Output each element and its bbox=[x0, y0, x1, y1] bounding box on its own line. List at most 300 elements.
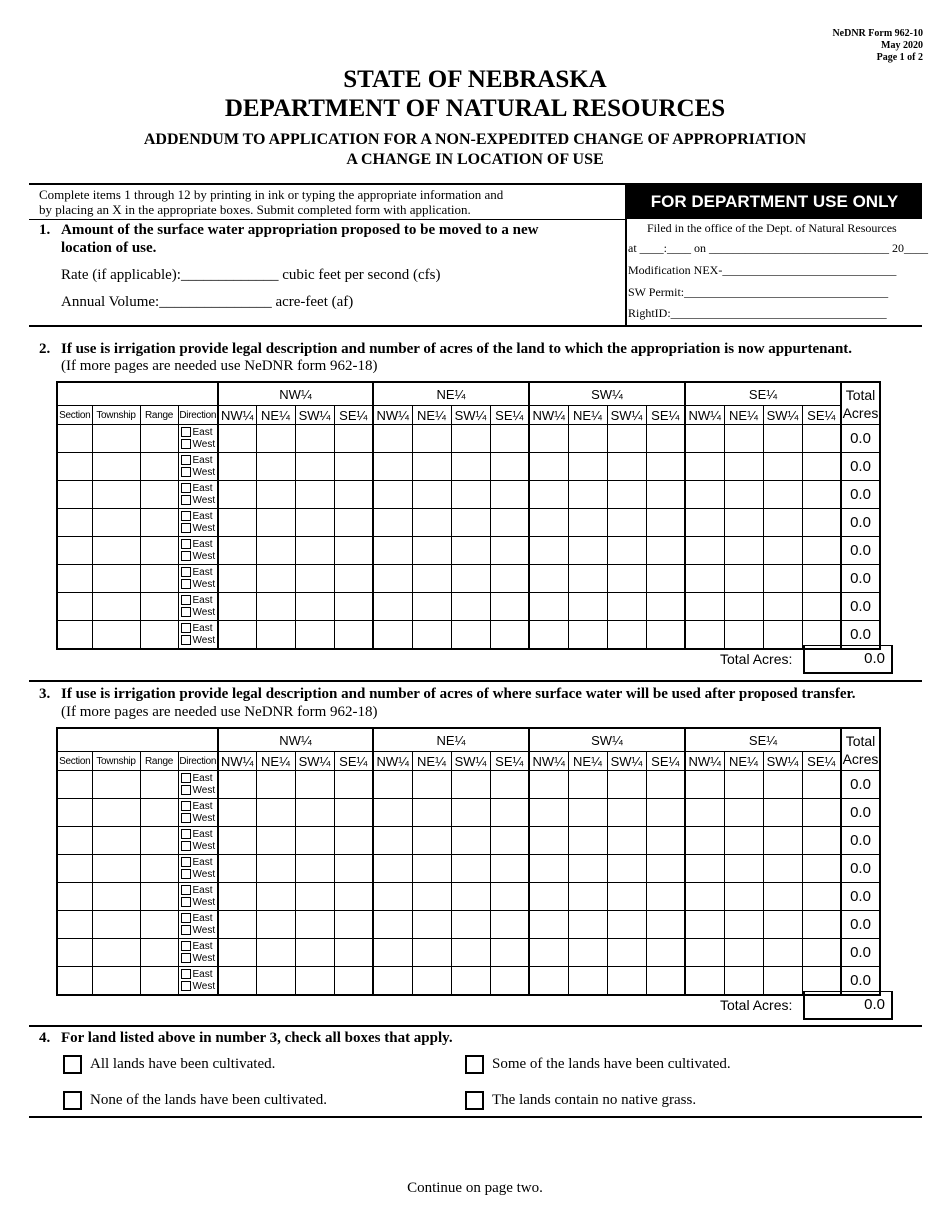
acres-cell[interactable] bbox=[724, 453, 763, 481]
range-cell[interactable] bbox=[140, 939, 178, 967]
acres-cell[interactable] bbox=[451, 593, 490, 621]
acres-cell[interactable] bbox=[646, 911, 685, 939]
township-cell[interactable] bbox=[92, 509, 140, 537]
acres-cell[interactable] bbox=[295, 621, 334, 650]
acres-cell[interactable] bbox=[568, 425, 607, 453]
acres-cell[interactable] bbox=[218, 939, 256, 967]
acres-cell[interactable] bbox=[529, 593, 568, 621]
checkbox[interactable] bbox=[63, 1055, 82, 1074]
acres-cell[interactable] bbox=[529, 911, 568, 939]
acres-cell[interactable] bbox=[334, 565, 373, 593]
acres-cell[interactable] bbox=[490, 967, 529, 996]
acres-cell[interactable] bbox=[490, 827, 529, 855]
dept-sw-permit-field[interactable]: SW Permit:__________________________________ bbox=[628, 285, 889, 299]
acres-cell[interactable] bbox=[529, 771, 568, 799]
acres-cell[interactable] bbox=[451, 855, 490, 883]
acres-cell[interactable] bbox=[373, 425, 412, 453]
acres-cell[interactable] bbox=[295, 537, 334, 565]
acres-cell[interactable] bbox=[685, 771, 724, 799]
township-cell[interactable] bbox=[92, 855, 140, 883]
acres-cell[interactable] bbox=[256, 537, 295, 565]
acres-cell[interactable] bbox=[685, 855, 724, 883]
acres-cell[interactable] bbox=[763, 939, 802, 967]
acres-cell[interactable] bbox=[451, 827, 490, 855]
west-option[interactable]: West bbox=[181, 551, 218, 563]
township-cell[interactable] bbox=[92, 911, 140, 939]
acres-cell[interactable] bbox=[412, 537, 451, 565]
acres-cell[interactable] bbox=[607, 827, 646, 855]
acres-cell[interactable] bbox=[529, 509, 568, 537]
acres-cell[interactable] bbox=[295, 771, 334, 799]
acres-cell[interactable] bbox=[529, 967, 568, 996]
checkbox[interactable] bbox=[181, 897, 191, 907]
acres-cell[interactable] bbox=[568, 565, 607, 593]
acres-cell[interactable] bbox=[451, 967, 490, 996]
acres-cell[interactable] bbox=[529, 453, 568, 481]
range-cell[interactable] bbox=[140, 771, 178, 799]
section-cell[interactable] bbox=[57, 883, 92, 911]
acres-cell[interactable] bbox=[685, 453, 724, 481]
section-cell[interactable] bbox=[57, 621, 92, 650]
acres-cell[interactable] bbox=[412, 453, 451, 481]
acres-cell[interactable] bbox=[763, 827, 802, 855]
section-cell[interactable] bbox=[57, 565, 92, 593]
checkbox[interactable] bbox=[181, 841, 191, 851]
acres-cell[interactable] bbox=[334, 911, 373, 939]
township-cell[interactable] bbox=[92, 967, 140, 996]
acres-cell[interactable] bbox=[490, 883, 529, 911]
acres-cell[interactable] bbox=[685, 827, 724, 855]
range-cell[interactable] bbox=[140, 827, 178, 855]
acres-cell[interactable] bbox=[607, 621, 646, 650]
acres-cell[interactable] bbox=[724, 967, 763, 996]
acres-cell[interactable] bbox=[763, 425, 802, 453]
acres-cell[interactable] bbox=[607, 565, 646, 593]
acres-cell[interactable] bbox=[724, 827, 763, 855]
township-cell[interactable] bbox=[92, 771, 140, 799]
acres-cell[interactable] bbox=[334, 967, 373, 996]
section-cell[interactable] bbox=[57, 425, 92, 453]
east-option[interactable]: East bbox=[181, 623, 218, 635]
q4-option-none-cultivated[interactable]: None of the lands have been cultivated. bbox=[63, 1091, 327, 1110]
acres-cell[interactable] bbox=[451, 565, 490, 593]
acres-cell[interactable] bbox=[568, 771, 607, 799]
township-cell[interactable] bbox=[92, 883, 140, 911]
acres-cell[interactable] bbox=[685, 481, 724, 509]
acres-cell[interactable] bbox=[334, 883, 373, 911]
acres-cell[interactable] bbox=[685, 967, 724, 996]
section-cell[interactable] bbox=[57, 911, 92, 939]
acres-cell[interactable] bbox=[607, 425, 646, 453]
acres-cell[interactable] bbox=[568, 799, 607, 827]
checkbox[interactable] bbox=[181, 495, 191, 505]
acres-cell[interactable] bbox=[218, 621, 256, 650]
acres-cell[interactable] bbox=[763, 481, 802, 509]
township-cell[interactable] bbox=[92, 453, 140, 481]
section-cell[interactable] bbox=[57, 537, 92, 565]
acres-cell[interactable] bbox=[685, 621, 724, 650]
checkbox[interactable] bbox=[181, 467, 191, 477]
q4-option-all-cultivated[interactable]: All lands have been cultivated. bbox=[63, 1055, 275, 1074]
acres-cell[interactable] bbox=[295, 827, 334, 855]
acres-cell[interactable] bbox=[295, 453, 334, 481]
acres-cell[interactable] bbox=[373, 827, 412, 855]
acres-cell[interactable] bbox=[256, 855, 295, 883]
acres-cell[interactable] bbox=[334, 939, 373, 967]
east-option[interactable]: East bbox=[181, 483, 218, 495]
acres-cell[interactable] bbox=[334, 827, 373, 855]
acres-cell[interactable] bbox=[373, 799, 412, 827]
acres-cell[interactable] bbox=[646, 565, 685, 593]
acres-cell[interactable] bbox=[334, 593, 373, 621]
west-option[interactable]: West bbox=[181, 897, 218, 909]
acres-cell[interactable] bbox=[451, 453, 490, 481]
acres-cell[interactable] bbox=[763, 883, 802, 911]
acres-cell[interactable] bbox=[724, 509, 763, 537]
acres-cell[interactable] bbox=[529, 827, 568, 855]
acres-cell[interactable] bbox=[334, 453, 373, 481]
acres-cell[interactable] bbox=[490, 565, 529, 593]
acres-cell[interactable] bbox=[295, 967, 334, 996]
checkbox[interactable] bbox=[181, 539, 191, 549]
acres-cell[interactable] bbox=[373, 509, 412, 537]
acres-cell[interactable] bbox=[412, 621, 451, 650]
west-option[interactable]: West bbox=[181, 813, 218, 825]
acres-cell[interactable] bbox=[295, 799, 334, 827]
east-option[interactable]: East bbox=[181, 595, 218, 607]
range-cell[interactable] bbox=[140, 481, 178, 509]
checkbox[interactable] bbox=[181, 813, 191, 823]
acres-cell[interactable] bbox=[256, 827, 295, 855]
acres-cell[interactable] bbox=[490, 593, 529, 621]
checkbox[interactable] bbox=[181, 829, 191, 839]
range-cell[interactable] bbox=[140, 593, 178, 621]
acres-cell[interactable] bbox=[334, 509, 373, 537]
acres-cell[interactable] bbox=[646, 621, 685, 650]
section-cell[interactable] bbox=[57, 593, 92, 621]
acres-cell[interactable] bbox=[607, 799, 646, 827]
acres-cell[interactable] bbox=[607, 771, 646, 799]
west-option[interactable]: West bbox=[181, 467, 218, 479]
acres-cell[interactable] bbox=[218, 771, 256, 799]
acres-cell[interactable] bbox=[218, 883, 256, 911]
acres-cell[interactable] bbox=[685, 565, 724, 593]
acres-cell[interactable] bbox=[295, 911, 334, 939]
acres-cell[interactable] bbox=[724, 621, 763, 650]
acres-cell[interactable] bbox=[334, 425, 373, 453]
acres-cell[interactable] bbox=[763, 593, 802, 621]
acres-cell[interactable] bbox=[802, 425, 841, 453]
acres-cell[interactable] bbox=[218, 855, 256, 883]
acres-cell[interactable] bbox=[802, 509, 841, 537]
acres-cell[interactable] bbox=[490, 621, 529, 650]
east-option[interactable]: East bbox=[181, 567, 218, 579]
checkbox[interactable] bbox=[181, 869, 191, 879]
acres-cell[interactable] bbox=[412, 827, 451, 855]
acres-cell[interactable] bbox=[685, 799, 724, 827]
acres-cell[interactable] bbox=[295, 481, 334, 509]
q2-total-acres-value[interactable]: 0.0 bbox=[803, 645, 893, 674]
acres-cell[interactable] bbox=[724, 911, 763, 939]
checkbox[interactable] bbox=[181, 439, 191, 449]
checkbox[interactable] bbox=[181, 925, 191, 935]
acres-cell[interactable] bbox=[373, 967, 412, 996]
acres-cell[interactable] bbox=[451, 883, 490, 911]
acres-cell[interactable] bbox=[256, 565, 295, 593]
acres-cell[interactable] bbox=[490, 481, 529, 509]
west-option[interactable]: West bbox=[181, 841, 218, 853]
acres-cell[interactable] bbox=[802, 453, 841, 481]
acres-cell[interactable] bbox=[256, 593, 295, 621]
acres-cell[interactable] bbox=[763, 453, 802, 481]
acres-cell[interactable] bbox=[490, 509, 529, 537]
east-option[interactable]: East bbox=[181, 941, 218, 953]
section-cell[interactable] bbox=[57, 799, 92, 827]
acres-cell[interactable] bbox=[218, 911, 256, 939]
acres-cell[interactable] bbox=[218, 827, 256, 855]
acres-cell[interactable] bbox=[373, 593, 412, 621]
township-cell[interactable] bbox=[92, 799, 140, 827]
township-cell[interactable] bbox=[92, 827, 140, 855]
acres-cell[interactable] bbox=[607, 481, 646, 509]
checkbox[interactable] bbox=[181, 981, 191, 991]
acres-cell[interactable] bbox=[373, 911, 412, 939]
acres-cell[interactable] bbox=[568, 509, 607, 537]
acres-cell[interactable] bbox=[334, 771, 373, 799]
section-cell[interactable] bbox=[57, 939, 92, 967]
east-option[interactable]: East bbox=[181, 801, 218, 813]
acres-cell[interactable] bbox=[256, 911, 295, 939]
acres-cell[interactable] bbox=[607, 855, 646, 883]
acres-cell[interactable] bbox=[529, 883, 568, 911]
acres-cell[interactable] bbox=[529, 481, 568, 509]
checkbox[interactable] bbox=[181, 607, 191, 617]
east-option[interactable]: East bbox=[181, 829, 218, 841]
west-option[interactable]: West bbox=[181, 953, 218, 965]
acres-cell[interactable] bbox=[490, 911, 529, 939]
acres-cell[interactable] bbox=[490, 939, 529, 967]
acres-cell[interactable] bbox=[256, 883, 295, 911]
acres-cell[interactable] bbox=[373, 939, 412, 967]
acres-cell[interactable] bbox=[646, 593, 685, 621]
section-cell[interactable] bbox=[57, 855, 92, 883]
acres-cell[interactable] bbox=[412, 939, 451, 967]
acres-cell[interactable] bbox=[529, 537, 568, 565]
west-option[interactable]: West bbox=[181, 523, 218, 535]
acres-cell[interactable] bbox=[373, 537, 412, 565]
acres-cell[interactable] bbox=[802, 799, 841, 827]
acres-cell[interactable] bbox=[802, 911, 841, 939]
acres-cell[interactable] bbox=[724, 883, 763, 911]
acres-cell[interactable] bbox=[529, 799, 568, 827]
acres-cell[interactable] bbox=[412, 799, 451, 827]
q4-option-no-native-grass[interactable]: The lands contain no native grass. bbox=[465, 1091, 696, 1110]
acres-cell[interactable] bbox=[763, 565, 802, 593]
acres-cell[interactable] bbox=[724, 771, 763, 799]
east-option[interactable]: East bbox=[181, 511, 218, 523]
acres-cell[interactable] bbox=[763, 537, 802, 565]
checkbox[interactable] bbox=[181, 913, 191, 923]
acres-cell[interactable] bbox=[646, 425, 685, 453]
checkbox[interactable] bbox=[181, 801, 191, 811]
checkbox[interactable] bbox=[181, 941, 191, 951]
checkbox[interactable] bbox=[181, 567, 191, 577]
checkbox[interactable] bbox=[181, 885, 191, 895]
checkbox[interactable] bbox=[63, 1091, 82, 1110]
acres-cell[interactable] bbox=[724, 939, 763, 967]
acres-cell[interactable] bbox=[451, 939, 490, 967]
acres-cell[interactable] bbox=[256, 939, 295, 967]
acres-cell[interactable] bbox=[295, 425, 334, 453]
acres-cell[interactable] bbox=[685, 911, 724, 939]
range-cell[interactable] bbox=[140, 883, 178, 911]
acres-cell[interactable] bbox=[607, 939, 646, 967]
acres-cell[interactable] bbox=[646, 827, 685, 855]
acres-cell[interactable] bbox=[295, 565, 334, 593]
acres-cell[interactable] bbox=[724, 565, 763, 593]
range-cell[interactable] bbox=[140, 799, 178, 827]
acres-cell[interactable] bbox=[646, 771, 685, 799]
acres-cell[interactable] bbox=[490, 855, 529, 883]
acres-cell[interactable] bbox=[256, 771, 295, 799]
q4-option-some-cultivated[interactable]: Some of the lands have been cultivated. bbox=[465, 1055, 731, 1074]
acres-cell[interactable] bbox=[763, 621, 802, 650]
acres-cell[interactable] bbox=[685, 593, 724, 621]
section-cell[interactable] bbox=[57, 453, 92, 481]
acres-cell[interactable] bbox=[334, 537, 373, 565]
acres-cell[interactable] bbox=[646, 481, 685, 509]
range-cell[interactable] bbox=[140, 509, 178, 537]
dept-right-id-field[interactable]: RightID:____________________________________ bbox=[628, 306, 887, 320]
east-option[interactable]: East bbox=[181, 969, 218, 981]
west-option[interactable]: West bbox=[181, 869, 218, 881]
acres-cell[interactable] bbox=[412, 565, 451, 593]
acres-cell[interactable] bbox=[685, 509, 724, 537]
range-cell[interactable] bbox=[140, 565, 178, 593]
west-option[interactable]: West bbox=[181, 981, 218, 993]
acres-cell[interactable] bbox=[256, 425, 295, 453]
east-option[interactable]: East bbox=[181, 539, 218, 551]
acres-cell[interactable] bbox=[607, 537, 646, 565]
acres-cell[interactable] bbox=[568, 537, 607, 565]
acres-cell[interactable] bbox=[763, 771, 802, 799]
west-option[interactable]: West bbox=[181, 579, 218, 591]
acres-cell[interactable] bbox=[646, 883, 685, 911]
acres-cell[interactable] bbox=[802, 939, 841, 967]
east-option[interactable]: East bbox=[181, 455, 218, 467]
acres-cell[interactable] bbox=[802, 537, 841, 565]
acres-cell[interactable] bbox=[218, 593, 256, 621]
range-cell[interactable] bbox=[140, 621, 178, 650]
acres-cell[interactable] bbox=[451, 799, 490, 827]
acres-cell[interactable] bbox=[763, 855, 802, 883]
acres-cell[interactable] bbox=[295, 509, 334, 537]
acres-cell[interactable] bbox=[218, 425, 256, 453]
acres-cell[interactable] bbox=[568, 593, 607, 621]
acres-cell[interactable] bbox=[529, 855, 568, 883]
acres-cell[interactable] bbox=[218, 481, 256, 509]
range-cell[interactable] bbox=[140, 537, 178, 565]
west-option[interactable]: West bbox=[181, 635, 218, 647]
acres-cell[interactable] bbox=[646, 537, 685, 565]
west-option[interactable]: West bbox=[181, 495, 218, 507]
checkbox[interactable] bbox=[181, 623, 191, 633]
acres-cell[interactable] bbox=[334, 481, 373, 509]
acres-cell[interactable] bbox=[373, 883, 412, 911]
acres-cell[interactable] bbox=[218, 509, 256, 537]
acres-cell[interactable] bbox=[685, 537, 724, 565]
checkbox[interactable] bbox=[465, 1055, 484, 1074]
acres-cell[interactable] bbox=[568, 883, 607, 911]
checkbox[interactable] bbox=[181, 635, 191, 645]
acres-cell[interactable] bbox=[607, 453, 646, 481]
acres-cell[interactable] bbox=[256, 967, 295, 996]
checkbox[interactable] bbox=[181, 595, 191, 605]
range-cell[interactable] bbox=[140, 967, 178, 996]
acres-cell[interactable] bbox=[218, 799, 256, 827]
acres-cell[interactable] bbox=[607, 593, 646, 621]
acres-cell[interactable] bbox=[256, 481, 295, 509]
section-cell[interactable] bbox=[57, 509, 92, 537]
acres-cell[interactable] bbox=[685, 883, 724, 911]
acres-cell[interactable] bbox=[529, 425, 568, 453]
acres-cell[interactable] bbox=[295, 855, 334, 883]
acres-cell[interactable] bbox=[295, 593, 334, 621]
township-cell[interactable] bbox=[92, 425, 140, 453]
checkbox[interactable] bbox=[181, 785, 191, 795]
acres-cell[interactable] bbox=[412, 967, 451, 996]
q1-volume-field[interactable]: Annual Volume:_______________ acre-feet (af) bbox=[61, 294, 354, 310]
acres-cell[interactable] bbox=[373, 621, 412, 650]
acres-cell[interactable] bbox=[763, 967, 802, 996]
acres-cell[interactable] bbox=[256, 453, 295, 481]
acres-cell[interactable] bbox=[334, 799, 373, 827]
acres-cell[interactable] bbox=[490, 425, 529, 453]
east-option[interactable]: East bbox=[181, 773, 218, 785]
acres-cell[interactable] bbox=[373, 855, 412, 883]
range-cell[interactable] bbox=[140, 855, 178, 883]
acres-cell[interactable] bbox=[802, 827, 841, 855]
acres-cell[interactable] bbox=[646, 855, 685, 883]
acres-cell[interactable] bbox=[412, 481, 451, 509]
acres-cell[interactable] bbox=[295, 883, 334, 911]
acres-cell[interactable] bbox=[763, 799, 802, 827]
section-cell[interactable] bbox=[57, 827, 92, 855]
township-cell[interactable] bbox=[92, 593, 140, 621]
acres-cell[interactable] bbox=[451, 911, 490, 939]
range-cell[interactable] bbox=[140, 453, 178, 481]
checkbox[interactable] bbox=[181, 773, 191, 783]
acres-cell[interactable] bbox=[685, 939, 724, 967]
acres-cell[interactable] bbox=[568, 939, 607, 967]
acres-cell[interactable] bbox=[607, 967, 646, 996]
checkbox[interactable] bbox=[181, 969, 191, 979]
checkbox[interactable] bbox=[181, 511, 191, 521]
acres-cell[interactable] bbox=[373, 481, 412, 509]
acres-cell[interactable] bbox=[373, 771, 412, 799]
acres-cell[interactable] bbox=[529, 621, 568, 650]
section-cell[interactable] bbox=[57, 481, 92, 509]
acres-cell[interactable] bbox=[451, 771, 490, 799]
acres-cell[interactable] bbox=[763, 509, 802, 537]
township-cell[interactable] bbox=[92, 481, 140, 509]
acres-cell[interactable] bbox=[724, 855, 763, 883]
west-option[interactable]: West bbox=[181, 785, 218, 797]
acres-cell[interactable] bbox=[724, 799, 763, 827]
acres-cell[interactable] bbox=[568, 911, 607, 939]
east-option[interactable]: East bbox=[181, 427, 218, 439]
range-cell[interactable] bbox=[140, 911, 178, 939]
